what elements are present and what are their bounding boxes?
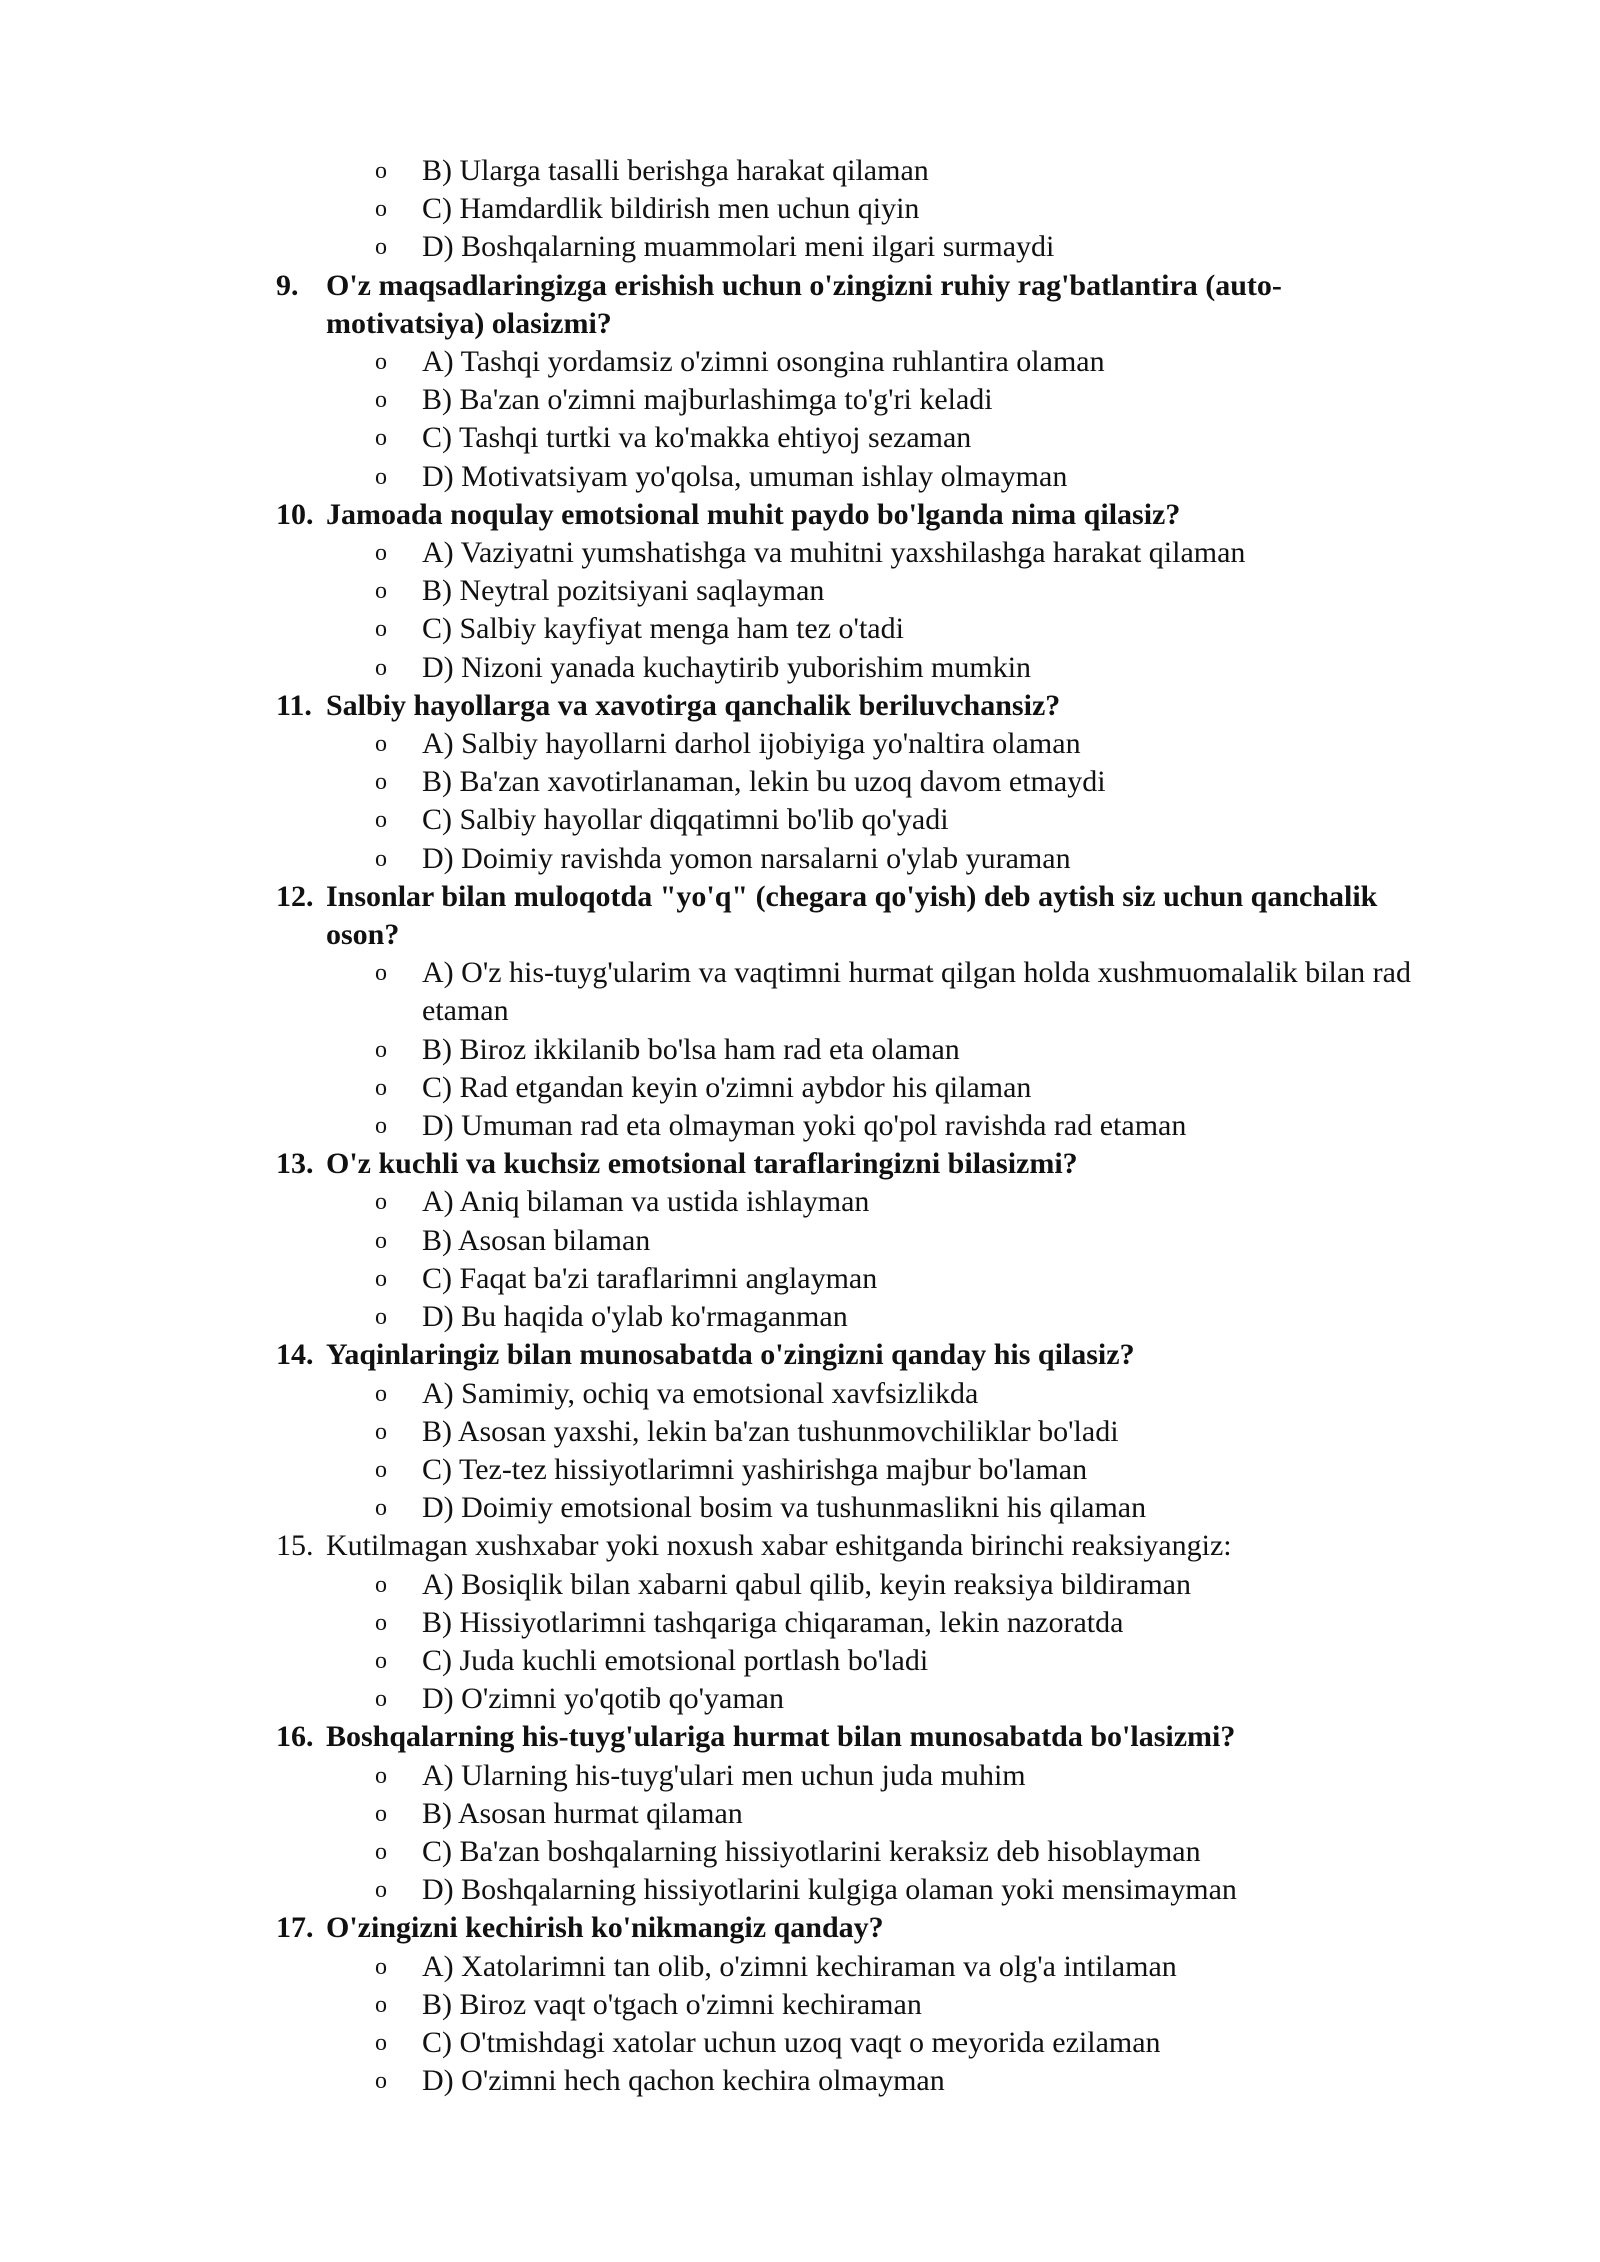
option-item <box>0 1183 1600 1221</box>
question-number: 14. <box>276 1338 314 1372</box>
option-text: B) Neytral pozitsiyani saqlayman <box>422 574 825 608</box>
option-text: A) Ularning his-tuyg'ulari men uchun juda muhim <box>422 1758 1026 1792</box>
option-text: D) Doimiy emotsional bosim va tushunmaslikni his qilaman <box>422 1491 1147 1525</box>
option-text: B) Ba'zan xavotirlanaman, lekin bu uzoq davom etmaydi <box>422 765 1106 799</box>
option-text: C) Ba'zan boshqalarning hissiyotlarini keraksiz deb hisoblayman <box>422 1834 1201 1868</box>
leading-options <box>0 152 1600 267</box>
option-text: C) O'tmishdagi xatolar uchun uzoq vaqt o meyorida ezilaman <box>422 2025 1161 2059</box>
option-item <box>0 190 1600 228</box>
option-text: C) Tez-tez hissiyotlarimni yashirishga majbur bo'laman <box>422 1452 1088 1486</box>
option-item <box>0 840 1600 878</box>
option-item <box>0 1604 1600 1642</box>
bullet-icon: o <box>375 1380 387 1407</box>
bullet-icon: o <box>375 616 387 643</box>
option-text: B) Asosan yaxshi, lekin ba'zan tushunmovchiliklar bo'ladi <box>422 1414 1119 1448</box>
option-item <box>0 763 1600 801</box>
question-line <box>0 1145 1600 1183</box>
option-item <box>0 1413 1600 1451</box>
question-line <box>0 1909 1600 1947</box>
question-number: 17. <box>276 1911 314 1945</box>
option-text: D) Bu haqida o'ylab ko'rmaganman <box>422 1300 848 1334</box>
option-text: C) Faqat ba'zi taraflarimni anglayman <box>422 1261 878 1295</box>
option-item <box>0 1642 1600 1680</box>
bullet-icon: o <box>375 1571 387 1598</box>
bullet-icon: o <box>375 349 387 376</box>
bullet-icon: o <box>375 540 387 567</box>
question-number: 16. <box>276 1720 314 1754</box>
bullet-icon: o <box>375 1036 387 1063</box>
bullet-icon: o <box>375 1418 387 1445</box>
option-item <box>0 343 1600 381</box>
bullet-icon: o <box>375 1686 387 1713</box>
question-text: Insonlar bilan muloqotda "yo'q" (chegara qo'yish) deb aytish siz uchun qanchalik oson? <box>326 879 1378 952</box>
question-list <box>0 267 1600 2101</box>
option-text: D) O'zimni hech qachon kechira olmayman <box>422 2064 945 2098</box>
bullet-icon: o <box>375 1609 387 1636</box>
option-text: B) Asosan bilaman <box>422 1223 651 1257</box>
option-text: C) Rad etgandan keyin o'zimni aybdor his qilaman <box>422 1070 1032 1104</box>
option-item <box>0 1757 1600 1795</box>
option-item <box>0 1069 1600 1107</box>
question-text: Yaqinlaringiz bilan munosabatda o'zingizni qanday his qilasiz? <box>326 1338 1135 1372</box>
question-line <box>0 878 1600 954</box>
option-text: B) Ba'zan o'zimni majburlashimga to'g'ri keladi <box>422 383 993 417</box>
question-number: 9. <box>276 268 299 302</box>
bullet-icon: o <box>375 2029 387 2056</box>
option-item <box>0 1948 1600 1986</box>
bullet-icon: o <box>375 234 387 261</box>
option-text: D) Motivatsiyam yo'qolsa, umuman ishlay olmayman <box>422 459 1068 493</box>
option-text: C) Hamdardlik bildirish men uchun qiyin <box>422 192 920 226</box>
question-line <box>0 496 1600 534</box>
question-text: Boshqalarning his-tuyg'ulariga hurmat bilan munosabatda bo'lasizmi? <box>326 1720 1236 1754</box>
option-item <box>0 1298 1600 1336</box>
option-text: B) Biroz ikkilanib bo'lsa ham rad eta olaman <box>422 1032 960 1066</box>
option-text: A) Salbiy hayollarni darhol ijobiyiga yo'naltira olaman <box>422 727 1081 761</box>
bullet-icon: o <box>375 578 387 605</box>
bullet-icon: o <box>375 1647 387 1674</box>
option-item <box>0 228 1600 266</box>
question-block <box>0 1909 1600 2100</box>
question-line <box>0 1718 1600 1756</box>
bullet-icon: o <box>375 1074 387 1101</box>
question-block <box>0 1336 1600 1527</box>
option-item <box>0 1833 1600 1871</box>
option-text: A) Xatolarimni tan olib, o'zimni kechiraman va olg'a intilaman <box>422 1949 1177 1983</box>
bullet-icon: o <box>375 960 387 987</box>
option-item <box>0 572 1600 610</box>
option-text: A) Vaziyatni yumshatishga va muhitni yaxshilashga harakat qilaman <box>422 536 1246 570</box>
option-item <box>0 1489 1600 1527</box>
question-text: O'z maqsadlaringizga erishish uchun o'zingizni ruhiy rag'batlantira (auto-motivatsiya) olasizmi? <box>326 268 1282 340</box>
option-item <box>0 1222 1600 1260</box>
option-text: B) Hissiyotlarimni tashqariga chiqaraman, lekin nazoratda <box>422 1605 1124 1639</box>
question-line <box>0 687 1600 725</box>
option-text: B) Biroz vaqt o'tgach o'zimni kechiraman <box>422 1987 922 2021</box>
option-text: D) O'zimni yo'qotib qo'yaman <box>422 1682 784 1716</box>
question-block <box>0 1527 1600 1718</box>
option-text: A) Samimiy, ochiq va emotsional xavfsizlikda <box>422 1376 979 1410</box>
question-number: 15. <box>276 1529 314 1563</box>
bullet-icon: o <box>375 807 387 834</box>
bullet-icon: o <box>375 1762 387 1789</box>
option-text: C) Tashqi turtki va ko'makka ehtiyoj sezaman <box>422 421 972 455</box>
bullet-icon: o <box>375 387 387 414</box>
option-text: D) Boshqalarning hissiyotlarini kulgiga olaman yoki mensimayman <box>422 1873 1237 1907</box>
question-block <box>0 496 1600 687</box>
bullet-icon: o <box>375 654 387 681</box>
option-item <box>0 610 1600 648</box>
option-text: A) Tashqi yordamsiz o'zimni osongina ruhlantira olaman <box>422 345 1105 379</box>
question-block <box>0 687 1600 878</box>
option-item <box>0 2062 1600 2100</box>
bullet-icon: o <box>375 1991 387 2018</box>
question-line <box>0 267 1600 343</box>
option-text: A) O'z his-tuyg'ularim va vaqtimni hurmat qilgan holda xushmuomalalik bilan rad etaman <box>422 956 1411 1028</box>
option-item <box>0 1680 1600 1718</box>
option-item <box>0 381 1600 419</box>
option-text: D) Umuman rad eta olmayman yoki qo'pol ravishda rad etaman <box>422 1109 1187 1143</box>
question-text: Salbiy hayollarga va xavotirga qanchalik beriluvchansiz? <box>326 688 1061 722</box>
bullet-icon: o <box>375 1953 387 1980</box>
bullet-icon: o <box>375 731 387 758</box>
option-text: C) Salbiy kayfiyat menga ham tez o'tadi <box>422 612 904 646</box>
option-text: D) Doimiy ravishda yomon narsalarni o'ylab yuraman <box>422 841 1071 875</box>
option-item <box>0 725 1600 763</box>
option-item <box>0 1986 1600 2024</box>
question-line <box>0 1336 1600 1374</box>
option-item <box>0 1871 1600 1909</box>
bullet-icon: o <box>375 1265 387 1292</box>
option-item <box>0 458 1600 496</box>
option-item <box>0 1566 1600 1604</box>
question-number: 12. <box>276 879 314 913</box>
bullet-icon: o <box>375 1456 387 1483</box>
option-item <box>0 1031 1600 1069</box>
option-item <box>0 1107 1600 1145</box>
option-text: C) Salbiy hayollar diqqatimni bo'lib qo'yadi <box>422 803 949 837</box>
option-text: B) Ularga tasalli berishga harakat qilaman <box>422 154 929 187</box>
question-block <box>0 878 1600 1145</box>
option-item <box>0 801 1600 839</box>
option-item <box>0 1375 1600 1413</box>
question-text: O'z kuchli va kuchsiz emotsional taraflaringizni bilasizmi? <box>326 1147 1078 1181</box>
question-number: 10. <box>276 497 314 531</box>
bullet-icon: o <box>375 196 387 223</box>
question-text: O'zingizni kechirish ko'nikmangiz qanday? <box>326 1911 884 1945</box>
question-text: Kutilmagan xushxabar yoki noxush xabar eshitganda birinchi reaksiyangiz: <box>326 1529 1232 1563</box>
option-text: D) Nizoni yanada kuchaytirib yuborishim mumkin <box>422 650 1032 684</box>
bullet-icon: o <box>375 845 387 872</box>
question-line <box>0 1527 1600 1565</box>
option-text: D) Boshqalarning muammolari meni ilgari surmaydi <box>422 230 1055 264</box>
bullet-icon: o <box>375 1113 387 1140</box>
option-item <box>0 649 1600 687</box>
question-block <box>0 267 1600 496</box>
question-number: 13. <box>276 1147 314 1181</box>
option-item <box>0 534 1600 572</box>
bullet-icon: o <box>375 1304 387 1331</box>
questionnaire-document <box>0 152 1600 2100</box>
bullet-icon: o <box>375 1227 387 1254</box>
option-item <box>0 2024 1600 2062</box>
option-text: A) Bosiqlik bilan xabarni qabul qilib, keyin reaksiya bildiraman <box>422 1567 1191 1601</box>
question-block <box>0 1718 1600 1909</box>
bullet-icon: o <box>375 463 387 490</box>
bullet-icon: o <box>375 1495 387 1522</box>
option-item <box>0 1451 1600 1489</box>
question-block <box>0 1145 1600 1336</box>
option-text: A) Aniq bilaman va ustida ishlayman <box>422 1185 870 1219</box>
bullet-icon: o <box>375 1877 387 1904</box>
option-text: B) Asosan hurmat qilaman <box>422 1796 743 1830</box>
option-text: C) Juda kuchli emotsional portlash bo'ladi <box>422 1643 929 1677</box>
bullet-icon: o <box>375 1189 387 1216</box>
option-item <box>0 1260 1600 1298</box>
bullet-icon: o <box>375 1800 387 1827</box>
bullet-icon: o <box>375 1838 387 1865</box>
bullet-icon: o <box>375 425 387 452</box>
option-item <box>0 1795 1600 1833</box>
option-item <box>0 954 1600 1030</box>
question-number: 11. <box>276 688 312 722</box>
bullet-icon: o <box>375 2068 387 2095</box>
option-item <box>0 419 1600 457</box>
option-item <box>0 152 1600 190</box>
bullet-icon: o <box>375 769 387 796</box>
question-text: Jamoada noqulay emotsional muhit paydo bo'lganda nima qilasiz? <box>326 497 1181 531</box>
bullet-icon: o <box>375 158 387 184</box>
